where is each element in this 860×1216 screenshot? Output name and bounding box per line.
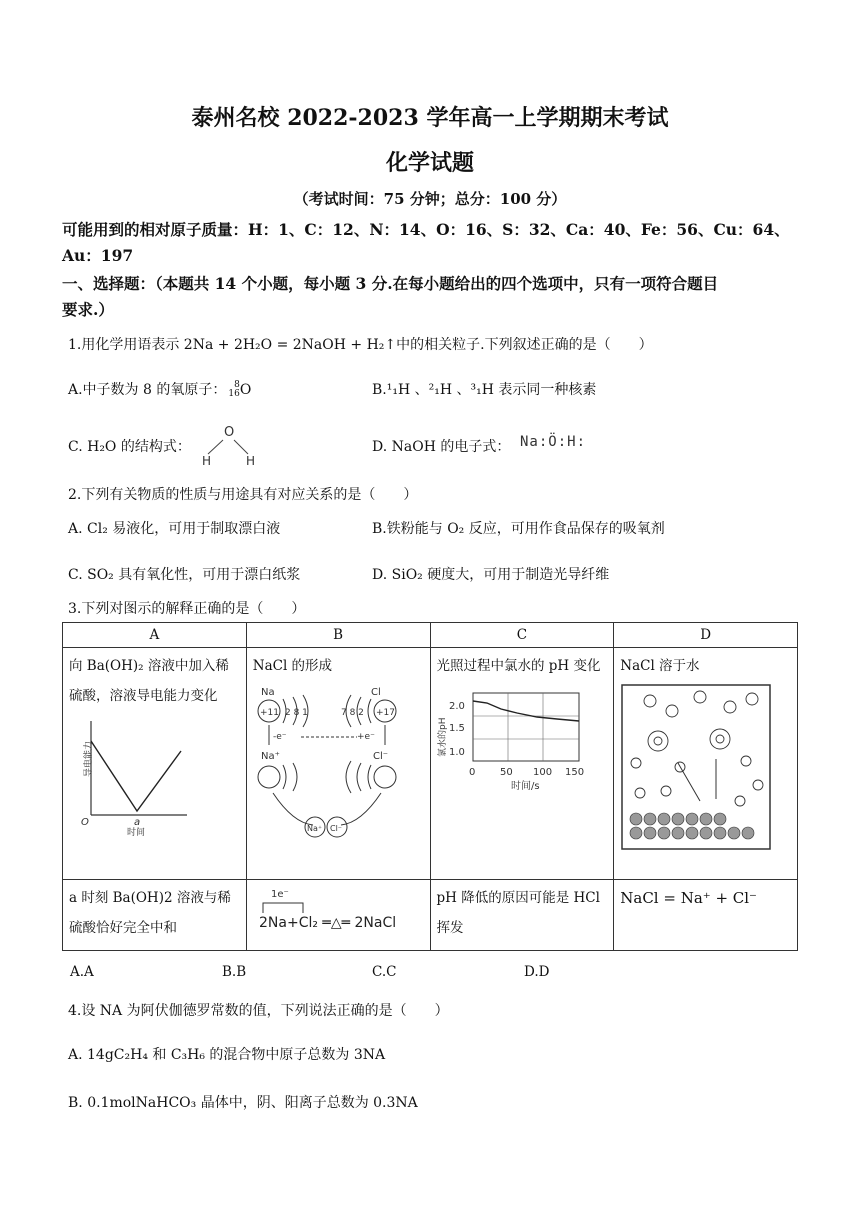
q4-stem: 4.设 NA 为阿伏伽德罗常数的值，下列说法正确的是（ ） — [68, 1003, 449, 1019]
q1-element: O — [239, 382, 252, 398]
reaction-equation: 2Na+Cl₂ ═△═ 2NaCl — [258, 915, 396, 931]
q3-header-row — [63, 623, 798, 648]
cl-shells: 7 8 2 — [340, 708, 364, 718]
ph-ytick-1: 1.0 — [448, 747, 465, 758]
naoh-electron-formula: Na:Ö:H: — [520, 434, 587, 450]
q3-exp-d — [614, 880, 798, 951]
q1-option-a — [68, 379, 251, 399]
q3-cell-b — [246, 648, 430, 880]
q1-option-b: B.¹₁H 、²₁H 、³₁H 表示同一种核素 — [372, 382, 597, 398]
q2-option-d: D. SiO₂ 硬度大，可用于制造光导纤维 — [372, 567, 610, 583]
ph-xtick-100: 100 — [532, 767, 552, 778]
q3-explanation-row — [63, 880, 798, 951]
q3-exp-b — [246, 880, 430, 951]
q1-stem: 1.用化学用语表示 2Na + 2H₂O = 2NaOH + H₂↑中的相关粒子.下列叙述正确的是（ ） — [68, 337, 653, 353]
q3-cell-c-text: 光照过程中氯水的 pH 变化 — [436, 658, 601, 674]
q3-exp-c — [430, 880, 614, 951]
na-shells: 2 8 1 — [284, 708, 308, 718]
q3-cell-b-text: NaCl 的形成 — [252, 658, 333, 674]
q3-exp-c-text: pH 降低的原因可能是 HCl 挥发 — [436, 890, 600, 936]
ph-graph — [437, 689, 597, 799]
q1-option-c: C. H₂O 的结构式： — [68, 439, 191, 455]
q2-option-b: B.铁粉能与 O₂ 反应，可用作食品保存的吸氧剂 — [372, 521, 665, 537]
q2-stem: 2.下列有关物质的性质与用途具有对应关系的是（ ） — [68, 487, 418, 503]
cl-ion-small: Cl⁻ — [329, 824, 342, 833]
graph-mark-a: a — [134, 817, 141, 828]
water-h1-label: H — [202, 454, 212, 468]
na-ion-small: Na⁺ — [306, 824, 322, 833]
q1-atomic-number: 16 — [228, 389, 240, 399]
q3-cell-a — [63, 648, 247, 880]
na-ion-label: Na⁺ — [260, 751, 280, 762]
cl-nucleus: +17 — [375, 708, 395, 718]
nacl-reaction-equation — [253, 883, 413, 939]
q3-figure-row — [63, 648, 798, 880]
graph-origin: O — [81, 817, 89, 828]
q3-header-a: A — [63, 623, 247, 648]
atomic-mass-line-2: Au：197 — [62, 246, 134, 265]
q3-answer-b: B.B — [222, 964, 247, 980]
gain-electron: +e⁻ — [356, 732, 375, 742]
nacl-formation-diagram — [253, 681, 413, 851]
q2-option-a: A. Cl₂ 易液化，可用于制取漂白液 — [68, 521, 281, 537]
q3-exp-d-text: NaCl = Na⁺ + Cl⁻ — [620, 889, 757, 907]
q3-exp-a-text: a 时刻 Ba(OH)2 溶液与稀硫酸恰好完全中和 — [69, 890, 231, 936]
cl-label: Cl — [370, 687, 381, 698]
q3-answer-d: D.D — [524, 964, 550, 980]
q4-option-b: B. 0.1molNaHCO₃ 晶体中，阴、阳离子总数为 0.3NA — [68, 1095, 418, 1111]
q3-exp-a — [63, 880, 247, 951]
na-label: Na — [260, 687, 275, 698]
exam-subtitle: 化学试题 — [385, 150, 474, 176]
q3-answer-a: A.A — [70, 964, 94, 980]
ph-xtick-50: 50 — [499, 767, 513, 778]
q1-isotope-nums — [228, 381, 239, 399]
q3-answer-c: C.C — [372, 964, 397, 980]
ph-xtick-0: 0 — [468, 767, 475, 778]
na-nucleus: +11 — [259, 708, 279, 718]
q3-header-c: C — [430, 623, 614, 648]
section-heading-line-2: 要求.） — [62, 300, 114, 319]
nacl-dissolving-diagram — [620, 681, 780, 851]
q3-header-b: B — [246, 623, 430, 648]
ph-ytick-15: 1.5 — [448, 723, 465, 734]
exam-meta: （考试时间：75 分钟；总分：100 分） — [293, 190, 567, 208]
ph-xlabel: 时间/s — [510, 781, 540, 792]
ph-ytick-2: 2.0 — [448, 701, 465, 712]
section-heading-line-1: 一、选择题：（本题共 14 个小题，每小题 3 分.在每小题给出的四个选项中，只有一项符合题目 — [62, 274, 719, 293]
water-o-label: O — [224, 425, 235, 440]
q3-cell-a-text: 向 Ba(OH)₂ 溶液中加入稀硫酸，溶液导电能力变化 — [69, 658, 229, 704]
q1-option-a-text: A.中子数为 8 的氧原子： — [68, 382, 227, 398]
water-h2-label: H — [246, 454, 256, 468]
q4-option-a: A. 14gC₂H₄ 和 C₃H₆ 的混合物中原子总数为 3NA — [68, 1047, 386, 1063]
cl-ion-label: Cl⁻ — [372, 751, 388, 762]
q3-stem: 3.下列对图示的解释正确的是（ ） — [68, 601, 306, 617]
conductivity-ylabel: 导电能力 — [84, 740, 94, 777]
ph-ylabel: 氯水的pH — [437, 717, 448, 757]
q3-table — [62, 622, 798, 951]
ph-xtick-150: 150 — [564, 767, 584, 778]
conductivity-graph — [69, 715, 189, 838]
lose-electron: -e⁻ — [272, 732, 287, 742]
q2-option-c: C. SO₂ 具有氧化性，可用于漂白纸浆 — [68, 567, 301, 583]
electron-transfer-label: 1e⁻ — [270, 889, 289, 900]
water-structure-diagram — [196, 420, 266, 468]
exam-title: 泰州名校 2022-2023 学年高一上学期期末考试 — [191, 105, 669, 131]
q3-cell-c — [430, 648, 614, 880]
q1-mass-number: 8 — [234, 380, 240, 390]
conductivity-xlabel: 时间 — [127, 828, 146, 838]
q1-option-d: D. NaOH 的电子式： — [372, 439, 511, 455]
q3-cell-d — [614, 648, 798, 880]
q3-header-d: D — [614, 623, 798, 648]
atomic-mass-line-1: 可能用到的相对原子质量：H：1、C：12、N：14、O：16、S：32、Ca：40、Fe：56、Cu：64、 — [62, 220, 790, 239]
q3-cell-d-text: NaCl 溶于水 — [620, 658, 700, 674]
